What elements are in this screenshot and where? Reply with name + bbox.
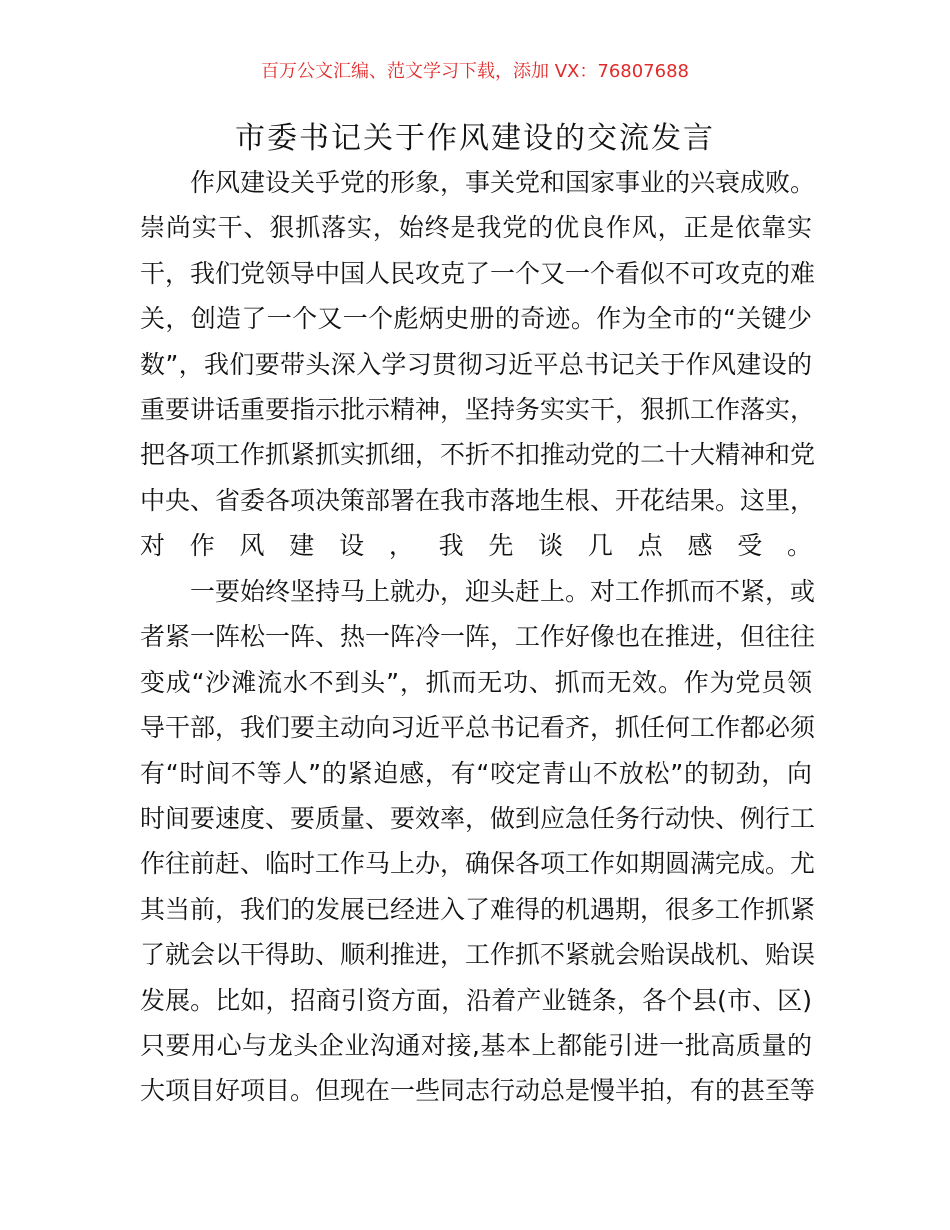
text-line: 导干部，我们要主动向习近平总书记看齐，抓任何工作都必须 <box>140 713 816 743</box>
text-line: 作往前赶、临时工作马上办，确保各项工作如期圆满完成。尤 <box>140 849 816 879</box>
text-line: 只要用心与龙头企业沟通对接,基本上都能引进一批高质量的 <box>140 1030 812 1060</box>
text-line: 作风建设关乎党的形象，事关党和国家事业的兴衰成败。 <box>190 168 816 197</box>
text-line: 时间要速度、要质量、要效率，做到应急任务行动快、例行工 <box>140 803 816 833</box>
text-line: 有“时间不等人”的紧迫感，有“咬定青山不放松”的韧劲，向 <box>140 758 812 788</box>
text-line: 关，创造了一个又一个彪炳史册的奇迹。作为全市的“关键少 <box>140 304 812 334</box>
paragraph-1 <box>140 160 816 569</box>
text-line: 崇尚实干、狠抓落实，始终是我党的优良作风，正是依靠实 <box>140 213 812 243</box>
text-line: 大项目好项目。但现在一些同志行动总是慢半拍，有的甚至等 <box>140 1076 816 1106</box>
text-line: 者紧一阵松一阵、热一阵冷一阵，工作好像也在推进，但往往 <box>140 622 816 652</box>
text-line: 对作风建设，我先谈几点感受。 <box>140 531 812 561</box>
text-line: 一要始终坚持马上就办，迎头赶上。对工作抓而不紧，或 <box>190 577 816 606</box>
text-line: 把各项工作抓紧抓实抓细，不折不扣推动党的二十大精神和党 <box>140 440 816 470</box>
text-line: 重要讲话重要指示批示精神，坚持务实实干，狠抓工作落实， <box>140 394 816 424</box>
text-line: 中央、省委各项决策部署在我市落地生根、开花结果。这里， <box>140 485 816 515</box>
document-title: 市委书记关于作风建设的交流发言 <box>235 121 715 156</box>
text-line: 了就会以干得助、顺利推进，工作抓不紧就会贻误战机、贻误 <box>140 940 816 970</box>
text-line: 变成“沙滩流水不到头”，抓而无功、抓而无效。作为党员领 <box>140 667 812 697</box>
watermark-header: 百万公文汇编、范文学习下载，添加 VX：76807688 <box>261 61 689 82</box>
text-line: 数”，我们要带头深入学习贯彻习近平总书记关于作风建设的 <box>140 349 812 379</box>
text-line: 其当前，我们的发展已经进入了难得的机遇期，很多工作抓紧 <box>140 894 816 924</box>
text-line: 发展。比如，招商引资方面，沿着产业链条，各个县(市、区) <box>140 985 812 1015</box>
text-line: 干，我们党领导中国人民攻克了一个又一个看似不可攻克的难 <box>140 258 816 288</box>
paragraph-2 <box>140 569 816 1114</box>
